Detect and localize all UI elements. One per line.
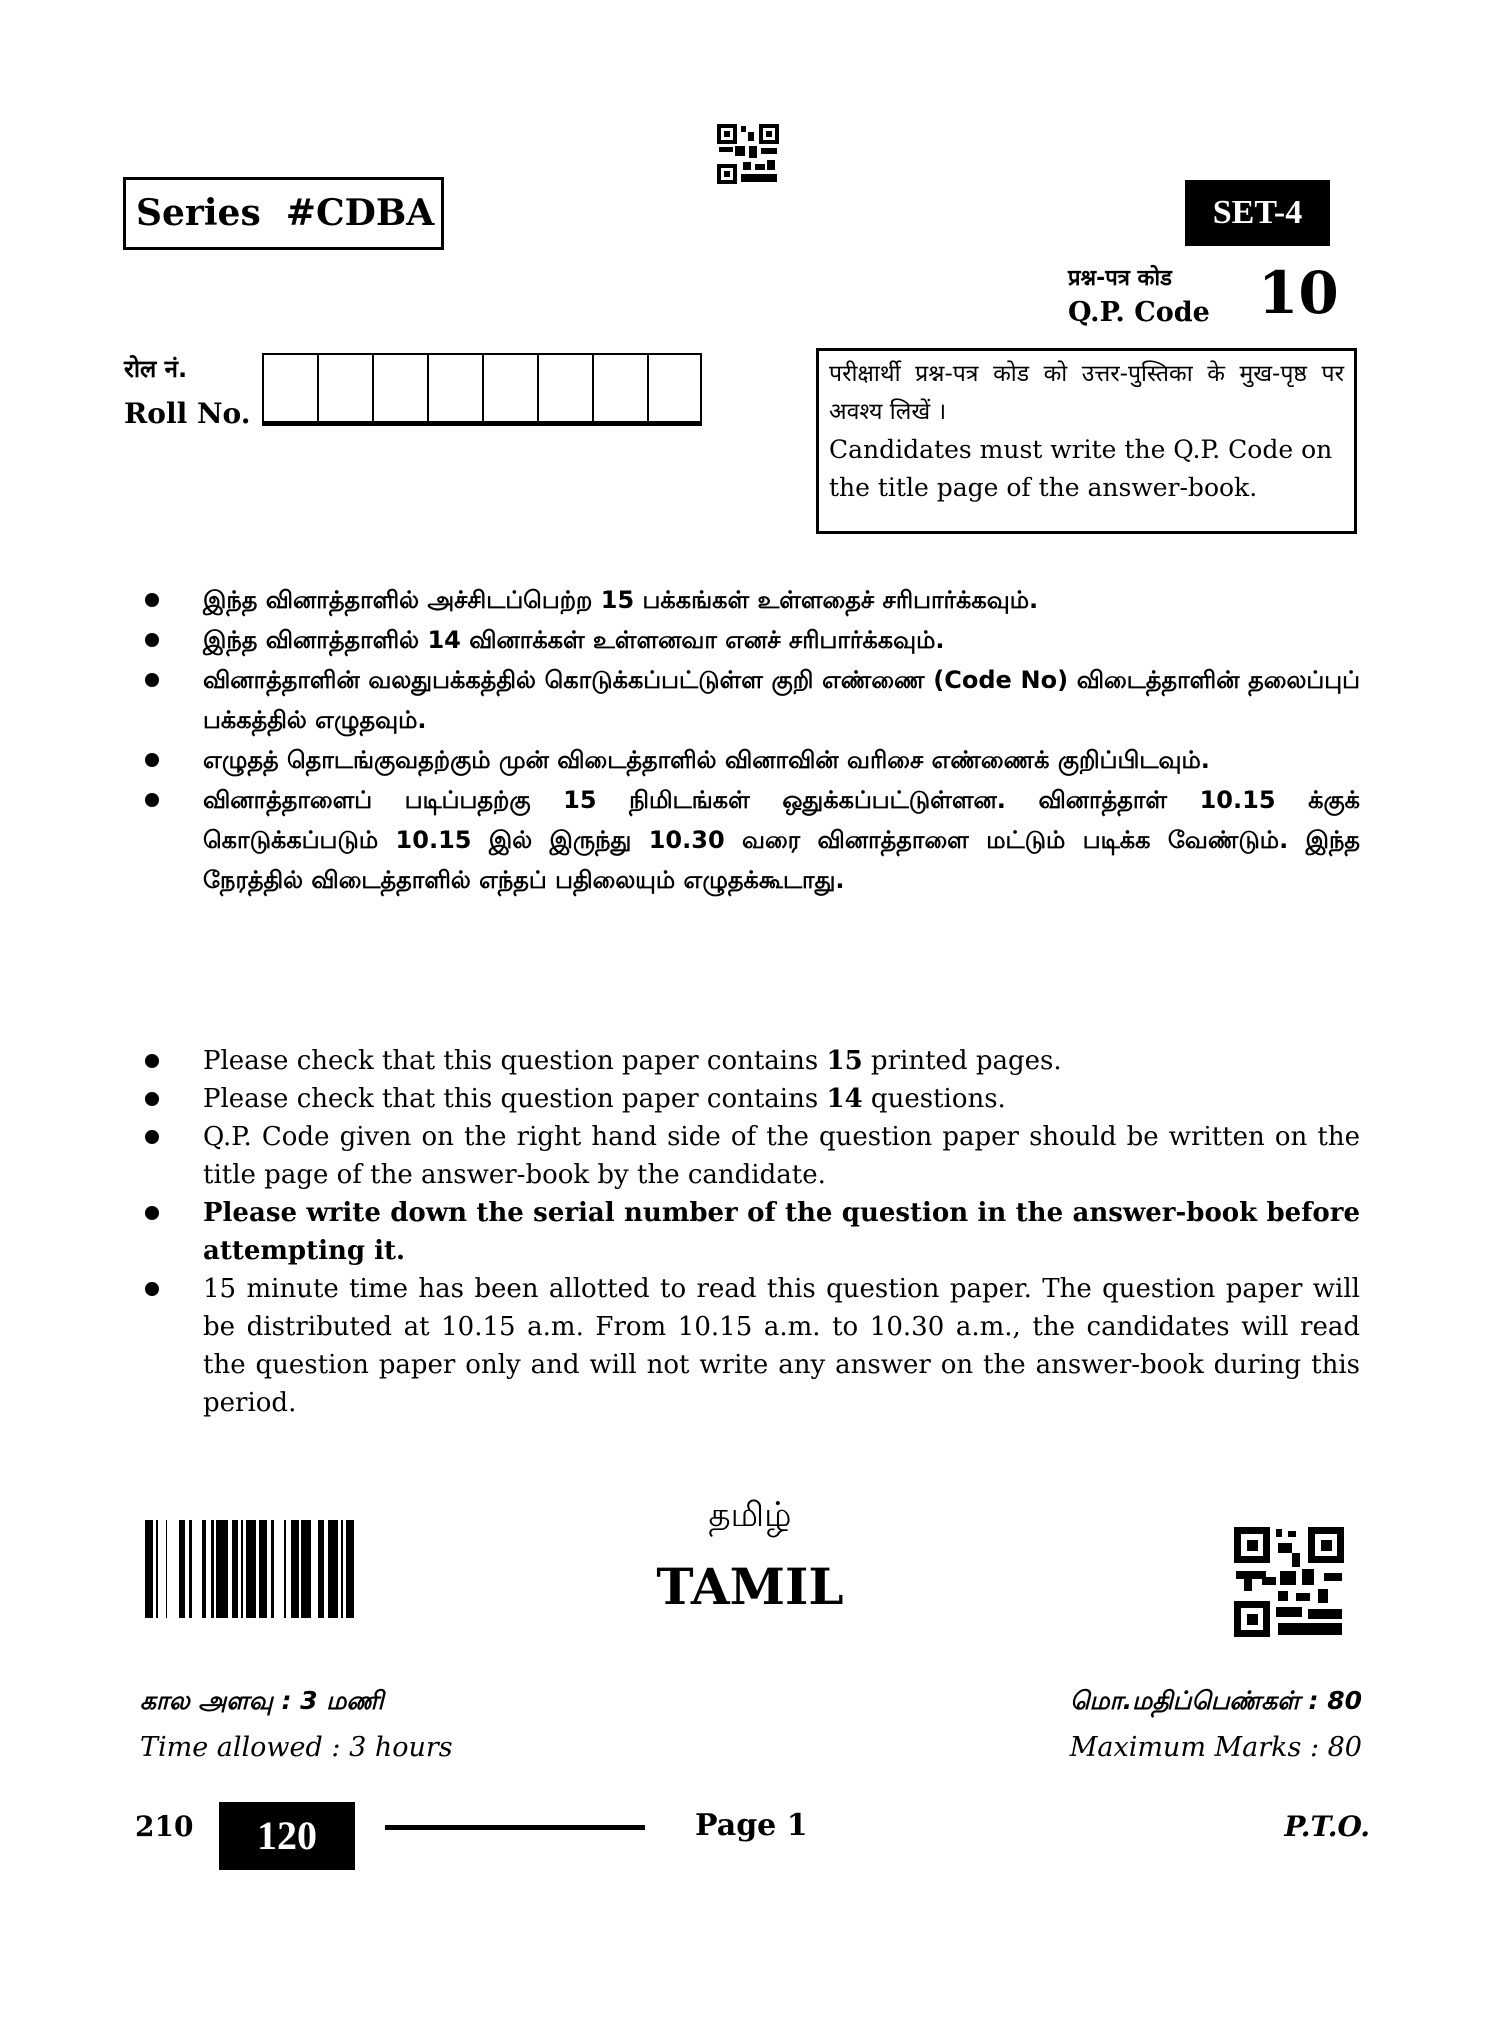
bullet-icon [145,1054,159,1068]
bullet-icon [145,1130,159,1144]
instruction-item: Please write down the serial number of the question in the answer-book before attempting it. [145,1194,1360,1270]
paper-code-box: 120 [219,1802,355,1870]
roll-number-cell[interactable] [482,353,537,423]
bullet-icon [145,753,159,767]
bullet-icon [145,633,159,647]
maximum-marks: Maximum Marks : 80 [1069,1732,1362,1763]
roll-number-boxes [262,353,702,426]
qr-code-top [717,124,779,184]
qp-code-value: 10 [1258,259,1339,327]
roll-number-cell[interactable] [537,353,592,423]
roll-number-cell[interactable] [317,353,372,423]
instruction-item: எழுதத் தொடங்குவதற்கும் முன் விடைத்தாளில் வினாவின் வரிசை எண்ணைக் குறிப்பிடவும். [145,740,1360,780]
roll-number-cell[interactable] [592,353,647,423]
qr-code-bottom [1234,1527,1344,1637]
barcode [145,1520,368,1618]
instructions-tamil [145,580,1360,900]
instruction-item: வினாத்தாளைப் படிப்பதற்கு 15 நிமிடங்கள் ஒதுக்கப்பட்டுள்ளன. வினாத்தாள் 10.15 க்குக் கொடுக்கப்படும் 10.15 இல் இருந்து 10.30 வரை வினாத்தாளை மட்டும் படிக்க வேண்டும். இந்த நேரத்தில் விடைத்தாளில் எந்தப் பதிலையும் எழுதக்கூடாது. [145,780,1360,900]
roll-number-cell[interactable] [372,353,427,423]
instruction-item: இந்த வினாத்தாளில் அச்சிடப்பெற்ற 15 பக்கங்கள் உள்ளதைச் சரிபார்க்கவும். [145,580,1360,620]
qp-code-notice [816,348,1357,534]
time-allowed: Time allowed : 3 hours [140,1732,453,1763]
roll-number-label: Roll No. [124,397,251,430]
series-label: Series #CDBA [123,177,444,250]
bullet-icon [145,1282,159,1296]
notice-hindi: परीक्षार्थी प्रश्न-पत्र कोड को उत्तर-पुस्तिका के मुख-पृष्ठ पर अवश्य लिखें । [829,361,1344,425]
instructions-english [145,1042,1360,1422]
qp-code-label: Q.P. Code [1068,297,1210,328]
roll-number-cell[interactable] [262,353,317,423]
roll-number-cell[interactable] [427,353,482,423]
qp-code-label-hindi: प्रश्न-पत्र कोड [1068,266,1172,291]
instruction-item: 15 minute time has been allotted to read this question paper. The question paper will be distributed at 10.15 a.m. From 10.15 a.m. to 10.30 a.m., the candidates will read the question paper only and will not write any answer on the answer-book during this period. [145,1270,1360,1422]
subject-title-tamil: தமிழ் [708,1495,792,1535]
roll-number-label-hindi: रोल नं. [124,355,188,383]
maximum-marks-tamil: மொ.மதிப்பெண்கள் : 80 [1070,1686,1362,1715]
bullet-icon [145,673,159,687]
instruction-item: இந்த வினாத்தாளில் 14 வினாக்கள் உள்ளனவா எனச் சரிபார்க்கவும். [145,620,1360,660]
notice-english: Candidates must write the Q.P. Code on the title page of the answer-book. [829,435,1333,502]
roll-number-cell[interactable] [647,353,702,423]
instruction-item: வினாத்தாளின் வலதுபக்கத்தில் கொடுக்கப்பட்டுள்ள குறி எண்ணை (Code No) விடைத்தாளின் தலைப்புப் பக்கத்தில் எழுதவும். [145,660,1360,740]
footer-divider [385,1825,645,1830]
bullet-icon [145,1092,159,1106]
paper-code: 210 [135,1810,194,1843]
bullet-icon [145,1206,159,1220]
instruction-item: Q.P. Code given on the right hand side of the question paper should be written on the title page of the answer-book by the candidate. [145,1118,1360,1194]
instruction-item: Please check that this question paper contains 15 printed pages. [145,1042,1360,1080]
time-allowed-tamil: கால அளவு : 3 மணி [140,1686,384,1715]
please-turn-over: P.T.O. [1284,1810,1370,1843]
subject-title: TAMIL [656,1557,844,1616]
instruction-item: Please check that this question paper contains 14 questions. [145,1080,1360,1118]
bullet-icon [145,593,159,607]
page-number: Page 1 [695,1808,808,1843]
bullet-icon [145,793,159,807]
set-badge: SET-4 [1185,180,1330,246]
